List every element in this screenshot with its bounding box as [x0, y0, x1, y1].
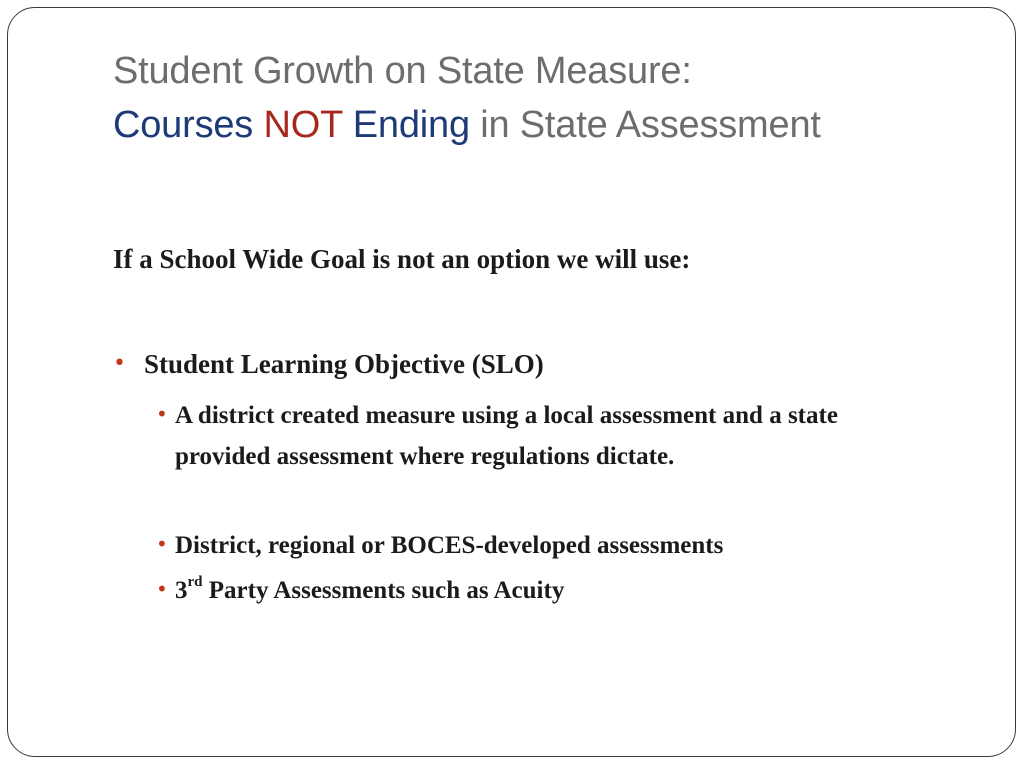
intro-text: If a School Wide Goal is not an option we will use:: [113, 244, 691, 274]
title-line-2: [113, 98, 993, 152]
ordinal-suffix: rd: [187, 573, 203, 590]
bullet-dot-icon: •: [113, 351, 126, 376]
title-not: NOT: [263, 104, 343, 146]
bullet-dot-icon: •: [156, 532, 168, 556]
sub-bullet-district-measure-label: A district created measure using a local assessment and a state provided assessment where regulations dictate.: [175, 402, 838, 470]
title-in-state-assessment: in State Assessment: [469, 104, 821, 146]
bullet-slo-label: Student Learning Objective (SLO): [144, 349, 544, 379]
sub-bullet-third-party: [156, 570, 915, 611]
title-courses: Courses: [113, 104, 264, 146]
sub-bullet-boces: [156, 525, 915, 566]
title-ending: Ending: [342, 104, 470, 146]
bullet-dot-icon: •: [156, 402, 168, 426]
bullet-slo: [113, 349, 544, 380]
ordinal-number: 3: [175, 577, 188, 604]
third-party-text: Party Assessments such as Acuity: [202, 577, 565, 604]
sub-bullet-third-party-label: [175, 570, 915, 611]
bullet-dot-icon: •: [156, 577, 168, 601]
slide-title: [113, 44, 993, 152]
sub-bullet-boces-label: District, regional or BOCES-developed assessments: [175, 532, 724, 559]
sub-bullet-district-measure: [156, 395, 915, 477]
title-line-1: Student Growth on State Measure:: [113, 50, 692, 92]
